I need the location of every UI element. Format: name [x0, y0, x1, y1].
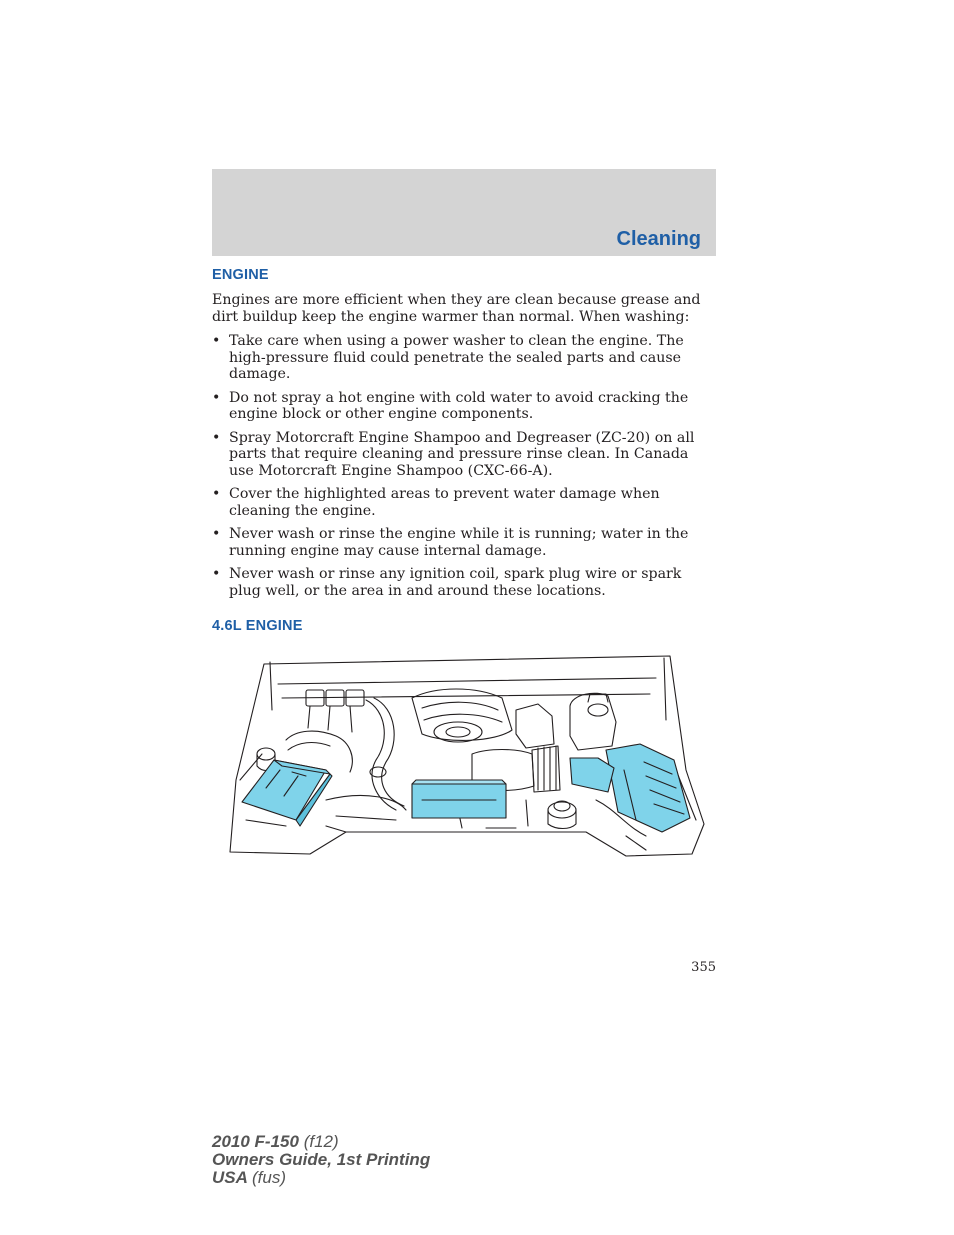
list-item-text: Do not spray a hot engine with cold water to avoid cracking the engine block or other engine components.: [229, 389, 689, 422]
list-item-text: Take care when using a power washer to clean the engine. The high-pressure fluid could penetrate the sealed parts and cause damage.: [229, 333, 684, 382]
engine-compartment-illustration: [226, 650, 708, 860]
highlighted-cover-center: [412, 780, 506, 818]
list-item-text: Spray Motorcraft Engine Shampoo and Degreaser (ZC-20) on all parts that require cleaning and pressure rinse clean. In Canada use Motorcraft Engine Shampoo (CXC-66-A).: [229, 429, 695, 479]
list-item: [212, 430, 716, 480]
engine-heading: ENGINE: [212, 267, 269, 283]
footer-model: 2010 F-150: [212, 1132, 299, 1151]
list-item: [212, 486, 716, 519]
bullet-icon: •: [212, 389, 221, 406]
list-item-text: Cover the highlighted areas to prevent water damage when cleaning the engine.: [229, 486, 660, 519]
footer-printing: Owners Guide, 1st Printing: [212, 1150, 431, 1169]
page-number: 355: [691, 960, 716, 975]
bullet-icon: •: [212, 526, 221, 542]
section-header-band: [212, 169, 716, 256]
bullet-icon: •: [212, 566, 221, 582]
highlighted-cover-right: [570, 744, 690, 832]
washing-tips-list: [212, 333, 716, 606]
document-footer: [212, 1133, 430, 1187]
list-item: [212, 526, 716, 559]
list-item: [212, 566, 716, 599]
list-item-text: Never wash or rinse the engine while it is running; water in the running engine may cause internal damage.: [229, 526, 689, 559]
bullet-icon: •: [212, 486, 221, 502]
highlighted-cover-left: [242, 760, 332, 826]
bullet-icon: •: [212, 333, 221, 349]
footer-model-code: (f12): [303, 1132, 339, 1151]
list-item: [212, 390, 716, 423]
engine-intro-paragraph: Engines are more efficient when they are clean because grease and dirt buildup keep the engine warmer than normal. When washing:: [212, 292, 701, 325]
section-title: Cleaning: [616, 228, 701, 250]
footer-region: USA: [212, 1168, 248, 1187]
list-item: [212, 333, 716, 383]
footer-region-code: (fus): [252, 1168, 286, 1187]
bullet-icon: •: [212, 429, 221, 446]
list-item-text: Never wash or rinse any ignition coil, spark plug wire or spark plug well, or the area in and around these locations.: [229, 566, 682, 599]
engine-46-heading: 4.6L ENGINE: [212, 618, 303, 634]
